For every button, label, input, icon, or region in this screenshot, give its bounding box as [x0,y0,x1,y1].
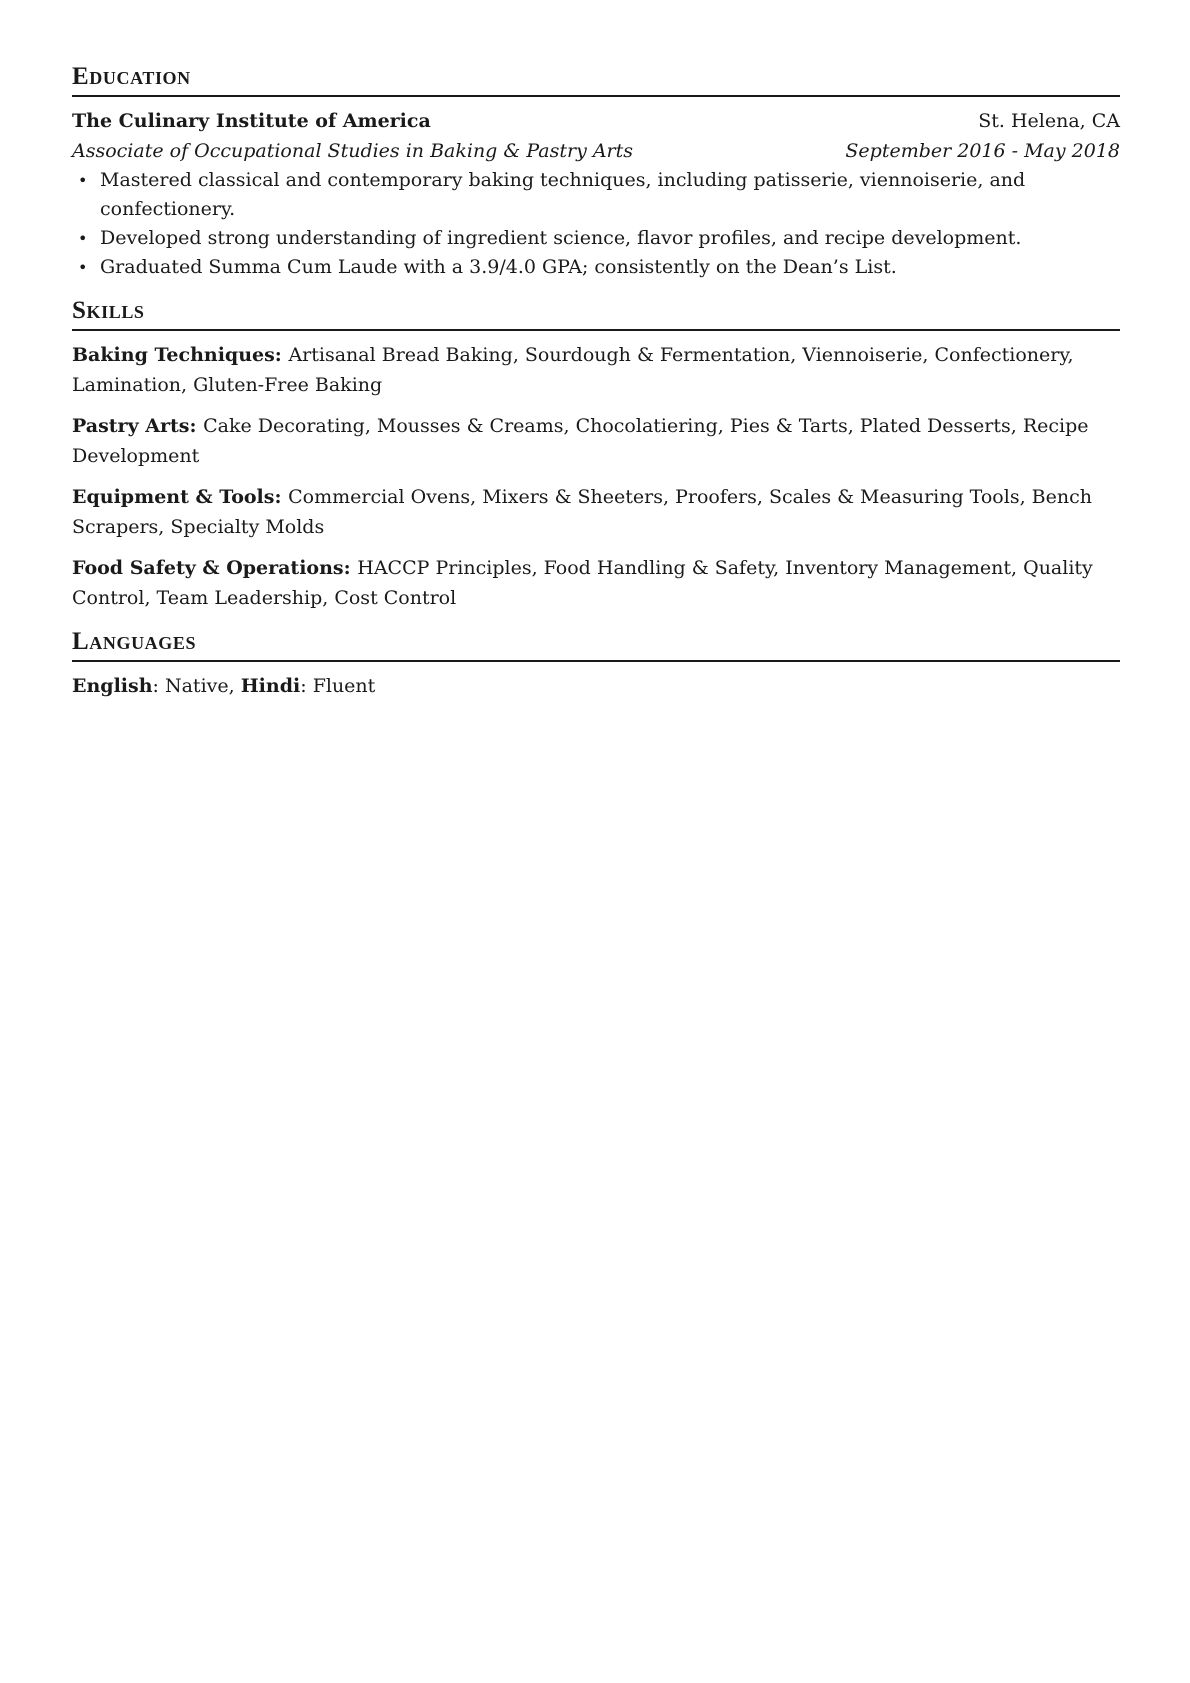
language-separator: : [152,675,165,697]
institution-name: The Culinary Institute of America [72,110,431,132]
education-bullet: • Mastered classical and contemporary baking techniques, including patisserie, viennoiserie, and confectionery. [100,166,1120,224]
skill-category-items: Artisanal Bread Baking, Sourdough & Fermentation, Viennoiserie, Confectionery, Lamination, Gluten-Free Baking [72,344,1074,396]
education-bullet: • Graduated Summa Cum Laude with a 3.9/4.0 GPA; consistently on the Dean’s List. [100,253,1120,282]
skill-category-name: Food Safety & Operations: [72,557,358,579]
education-section [72,62,1120,282]
education-degree-row [72,136,1120,166]
skill-category-name: Equipment & Tools: [72,486,289,508]
skill-category-items: HACCP Principles, Food Handling & Safety, Inventory Management, Quality Control, Team Leadership, Cost Control [72,557,1093,609]
language-level: Native [164,675,229,697]
education-bullet: • Developed strong understanding of ingredient science, flavor profiles, and recipe development. [100,224,1120,253]
education-header-row [72,106,1120,136]
skill-category [72,482,1120,542]
language-level: Fluent [312,675,376,697]
degree-dates: September 2016 - May 2018 [845,140,1120,162]
languages-line [72,671,1120,701]
language-name: Hindi [240,675,301,697]
resume-page [72,62,1120,715]
degree-name: Associate of Occupational Studies in Baking & Pastry Arts [72,140,634,162]
skill-category-items: Cake Decorating, Mousses & Creams, Chocolatiering, Pies & Tarts, Plated Desserts, Recipe Development [72,415,1089,467]
skills-section [72,296,1120,613]
languages-section [72,627,1120,701]
language-name: English [72,675,153,697]
education-entry [72,106,1120,282]
education-heading: Education [72,62,1120,97]
language-separator: : [300,675,313,697]
skills-heading: Skills [72,296,1120,331]
institution-location: St. Helena, CA [978,110,1120,132]
language-trail: , [228,675,241,697]
skill-category [72,553,1120,613]
education-bullet-list [72,166,1120,282]
languages-heading: Languages [72,627,1120,662]
skill-category-name: Pastry Arts: [72,415,204,437]
skill-category [72,340,1120,400]
skill-category [72,411,1120,471]
skill-category-items: Commercial Ovens, Mixers & Sheeters, Proofers, Scales & Measuring Tools, Bench Scrapers, Specialty Molds [72,486,1092,538]
skill-category-name: Baking Techniques: [72,344,289,366]
